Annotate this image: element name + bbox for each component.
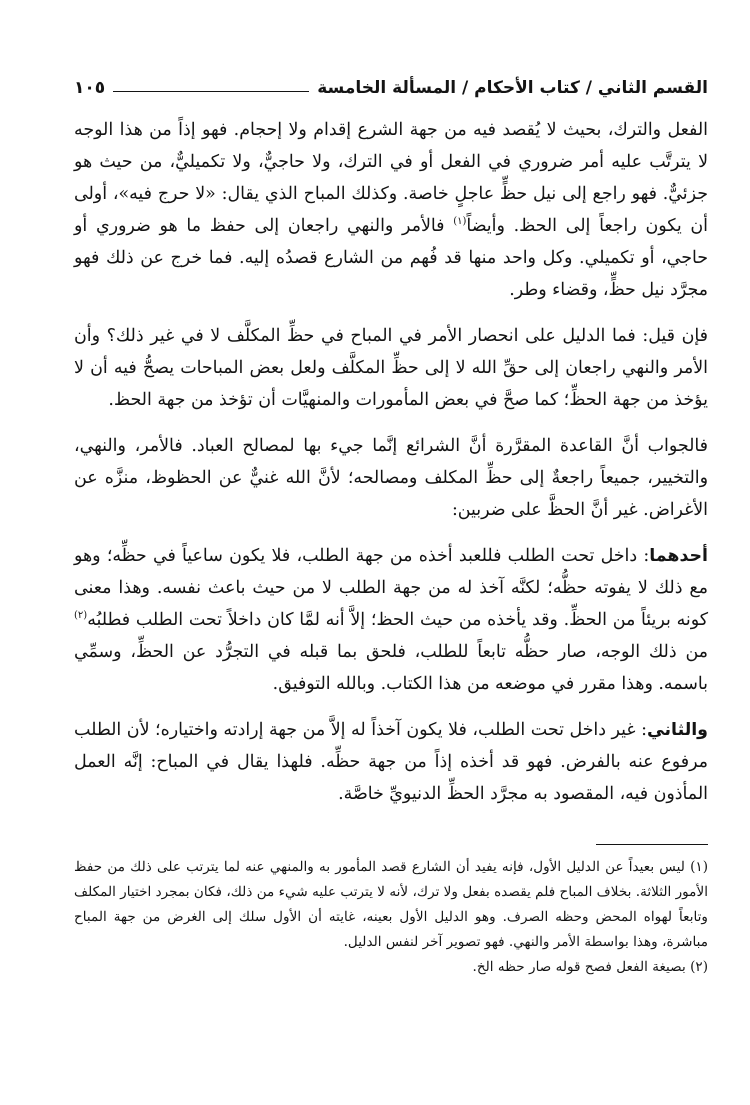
paragraph-1-text: الفعل والترك، بحيث لا يُقصد فيه من جهة الشرع إقدام ولا إحجام. فهو إذاً من هذا الوجه لا يترتَّب عليه أمر ضروري في الفعل أو في الترك، ولا حاجيٌّ، ولا تكميليٌّ، من حيث هو جزئيٌّ. فهو راجع إلى نيل حظٍّ عاجلٍ خاصة. وكذلك المباح الذي يقال: «لا حرج فيه»، أولى أن يكون راجعاً إلى الحظ. وأيضاً xyxy=(74,120,709,236)
footnote-1-marker: (١) xyxy=(690,859,708,875)
book-page xyxy=(74,72,708,980)
running-header xyxy=(74,72,708,98)
footnote-ref-1: (١) xyxy=(453,216,467,228)
footnote-2 xyxy=(74,955,708,980)
footnote-1-text: ليس بعيداً عن الدليل الأول، فإنه يفيد أن الشارع قصد المأمور به والمنهي عنه لما يترتب على ذلك من حفظ الأمور الثلاثة. بخلاف المباح فلم يقصده بفعل ولا ترك، لأنه لا يترتب عليه شيء من ذلك، فكان بمجرد اختيار المكلف وتابعاً لهواه المحض وحظه الصرف. وهو الدليل الأول بعينه، غايته أن الأول سلك إلى الغرض من جهة المباح مباشرة، وهذا بواسطة الأمر والنهي. فهو تصوير آخر لنفس الدليل. xyxy=(74,859,708,950)
running-header-title: القسم الثاني / كتاب الأحكام / المسألة الخامسة xyxy=(317,78,708,98)
paragraph-1-continuation: فالأمر والنهي راجعان إلى حفظ ما هو ضروري أو حاجي، أو تكميلي. وكل واحد منها قد فُهم من الشارع قصدُه إليه. فما خرج عن ذلك فهو مجرَّد نيل حظٍّ، وقضاء وطر. xyxy=(74,216,708,300)
paragraph-2: فإن قيل: فما الدليل على انحصار الأمر في المباح في حظِّ المكلَّف لا في غير ذلك؟ وأن الأمر والنهي راجعان إلى حقِّ الله لا إلى حظِّ المكلَّف ولعل بعض المباحات يصحُّ فيه أن لا يؤخذ من جهة الحظِّ؛ كما صحَّ في بعض المأمورات والمنهيَّات أن تؤخذ من جهة الحظ. xyxy=(74,326,708,410)
paragraph-3: فالجواب أنَّ القاعدة المقرَّرة أنَّ الشرائع إنَّما جيء بها لمصالح العباد. فالأمر، والنهي، والتخيير، جميعاً راجعةٌ إلى حظِّ المكلف ومصالحه؛ لأنَّ الله غنيٌّ عن الحظوظ، منزَّه عن الأغراض. غير أنَّ الحظَّ على ضربين: xyxy=(74,436,708,520)
paragraph-1 xyxy=(74,114,708,306)
footnote-1 xyxy=(74,855,708,955)
paragraph-4-text: : داخل تحت الطلب فللعبد أخذه من جهة الطلب، فلا يكون ساعياً في حظِّه؛ وهو مع ذلك لا يفوته حظُّه؛ لكنَّه آخذ له من جهة الطلب لا من حيث باعث نفسه. وهذا معنى كونه بريئاً من الحظِّ. وقد يأخذه من حيث الحظ؛ إلاَّ أنه لمَّا كان داخلاً تحت الطلب فطلبُه xyxy=(74,546,708,630)
main-text xyxy=(74,114,708,810)
paragraph-4-lead: أحدهما xyxy=(649,546,708,566)
footnote-separator xyxy=(596,844,708,845)
paragraph-4-continuation: من ذلك الوجه، صار حظُّه تابعاً للطلب، فلحق بما قبله في التجرُّد عن الحظِّ، وسمِّي باسمه. وهذا مقرر في موضعه من هذا الكتاب. وبالله التوفيق. xyxy=(74,642,708,694)
footnote-ref-2: (٢) xyxy=(74,610,88,622)
paragraph-5-lead: والثاني xyxy=(646,720,708,740)
paragraph-5 xyxy=(74,714,708,810)
footnotes xyxy=(74,855,708,980)
footnote-2-marker: (٢) xyxy=(690,959,708,975)
paragraph-5-text: : غير داخل تحت الطلب، فلا يكون آخذاً له إلاَّ من جهة إرادته واختياره؛ لأن الطلب مرفوع عنه بالفرض. فهو قد أخذه إذاً من جهة حظِّه. فلهذا يقال في المباح: إنَّه العمل المأذون فيه، المقصود به مجرَّد الحظِّ الدنيويِّ خاصَّة. xyxy=(74,720,709,804)
header-rule xyxy=(113,91,309,92)
page-number: ١٠٥ xyxy=(74,78,106,98)
paragraph-4 xyxy=(74,540,708,700)
footnote-2-text: بصيغة الفعل فصح قوله صار حظه الخ. xyxy=(472,959,686,975)
